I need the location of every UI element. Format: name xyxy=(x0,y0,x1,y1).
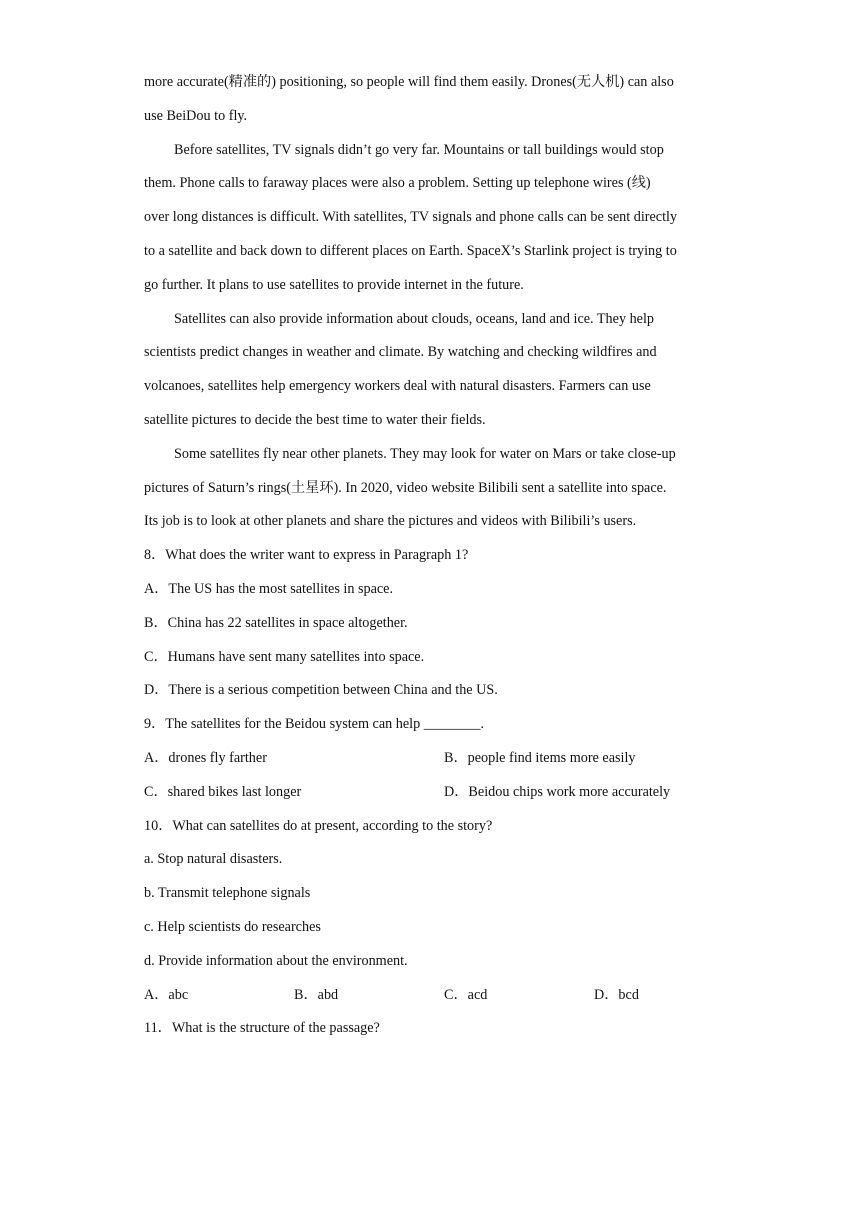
option-row xyxy=(144,742,719,776)
passage-line: volcanoes, satellites help emergency workers deal with natural disasters. Farmers can use xyxy=(144,378,651,395)
passage-line: more accurate(精准的) positioning, so people will find them easily. Drones(无人机) can also xyxy=(144,74,674,90)
passage-line: use BeiDou to fly. xyxy=(144,107,248,124)
passage-line: Before satellites, TV signals didn’t go very far. Mountains or tall buildings would stop xyxy=(174,141,664,158)
question-stem: 11．What is the structure of the passage? xyxy=(144,1020,380,1037)
passage-line: Satellites can also provide information about clouds, oceans, land and ice. They help xyxy=(174,310,655,327)
question-11 xyxy=(144,1012,719,1046)
passage-line: go further. It plans to use satellites to provide internet in the future. xyxy=(144,276,524,293)
option-c: C．acd xyxy=(444,986,488,1003)
question-10 xyxy=(144,810,719,1013)
passage-line: to a satellite and back down to different places on Earth. SpaceX’s Starlink project is trying to xyxy=(144,242,677,259)
option-d: D．bcd xyxy=(594,986,639,1003)
passage-paragraph-3 xyxy=(144,303,719,438)
option-a: A．The US has the most satellites in space. xyxy=(144,580,394,597)
statement-d: d. Provide information about the environment. xyxy=(144,952,408,969)
option-row xyxy=(144,979,719,1013)
passage-line: over long distances is difficult. With satellites, TV signals and phone calls can be sent directly xyxy=(144,209,678,226)
passage-line: them. Phone calls to faraway places were also a problem. Setting up telephone wires (线) xyxy=(144,175,651,192)
passage-paragraph-1 xyxy=(144,66,719,134)
document-page xyxy=(144,66,719,1046)
passage-line: Some satellites fly near other planets. They may look for water on Mars or take close-up xyxy=(174,445,676,462)
passage-paragraph-2 xyxy=(144,134,719,303)
option-a: A．drones fly farther xyxy=(144,749,267,766)
option-d: D．There is a serious competition between China and the US. xyxy=(144,682,498,699)
passage-line: Its job is to look at other planets and share the pictures and videos with Bilibili’s users. xyxy=(144,513,637,530)
question-stem: 10．What can satellites do at present, according to the story? xyxy=(144,817,493,834)
statement-b: b. Transmit telephone signals xyxy=(144,885,311,902)
passage-line: pictures of Saturn’s rings(土星环). In 2020, video website Bilibili sent a satellite into space. xyxy=(144,479,667,496)
question-9 xyxy=(144,708,719,809)
option-c: C．shared bikes last longer xyxy=(144,783,302,800)
passage-line: satellite pictures to decide the best time to water their fields. xyxy=(144,411,486,428)
option-d: D．Beidou chips work more accurately xyxy=(444,783,671,800)
question-stem: 9．The satellites for the Beidou system can help ________. xyxy=(144,716,485,733)
question-stem: 8．What does the writer want to express in Paragraph 1? xyxy=(144,547,469,564)
option-b: B．abd xyxy=(294,986,339,1003)
statement-a: a. Stop natural disasters. xyxy=(144,851,283,868)
option-b: B．people find items more easily xyxy=(444,749,636,766)
question-8 xyxy=(144,539,719,708)
passage-line: scientists predict changes in weather and climate. By watching and checking wildfires and xyxy=(144,344,657,361)
option-b: B．China has 22 satellites in space altogether. xyxy=(144,614,408,631)
statement-c: c. Help scientists do researches xyxy=(144,918,321,935)
passage-paragraph-4 xyxy=(144,438,719,539)
option-c: C．Humans have sent many satellites into space. xyxy=(144,648,425,665)
option-a: A．abc xyxy=(144,986,189,1003)
option-row xyxy=(144,776,719,810)
